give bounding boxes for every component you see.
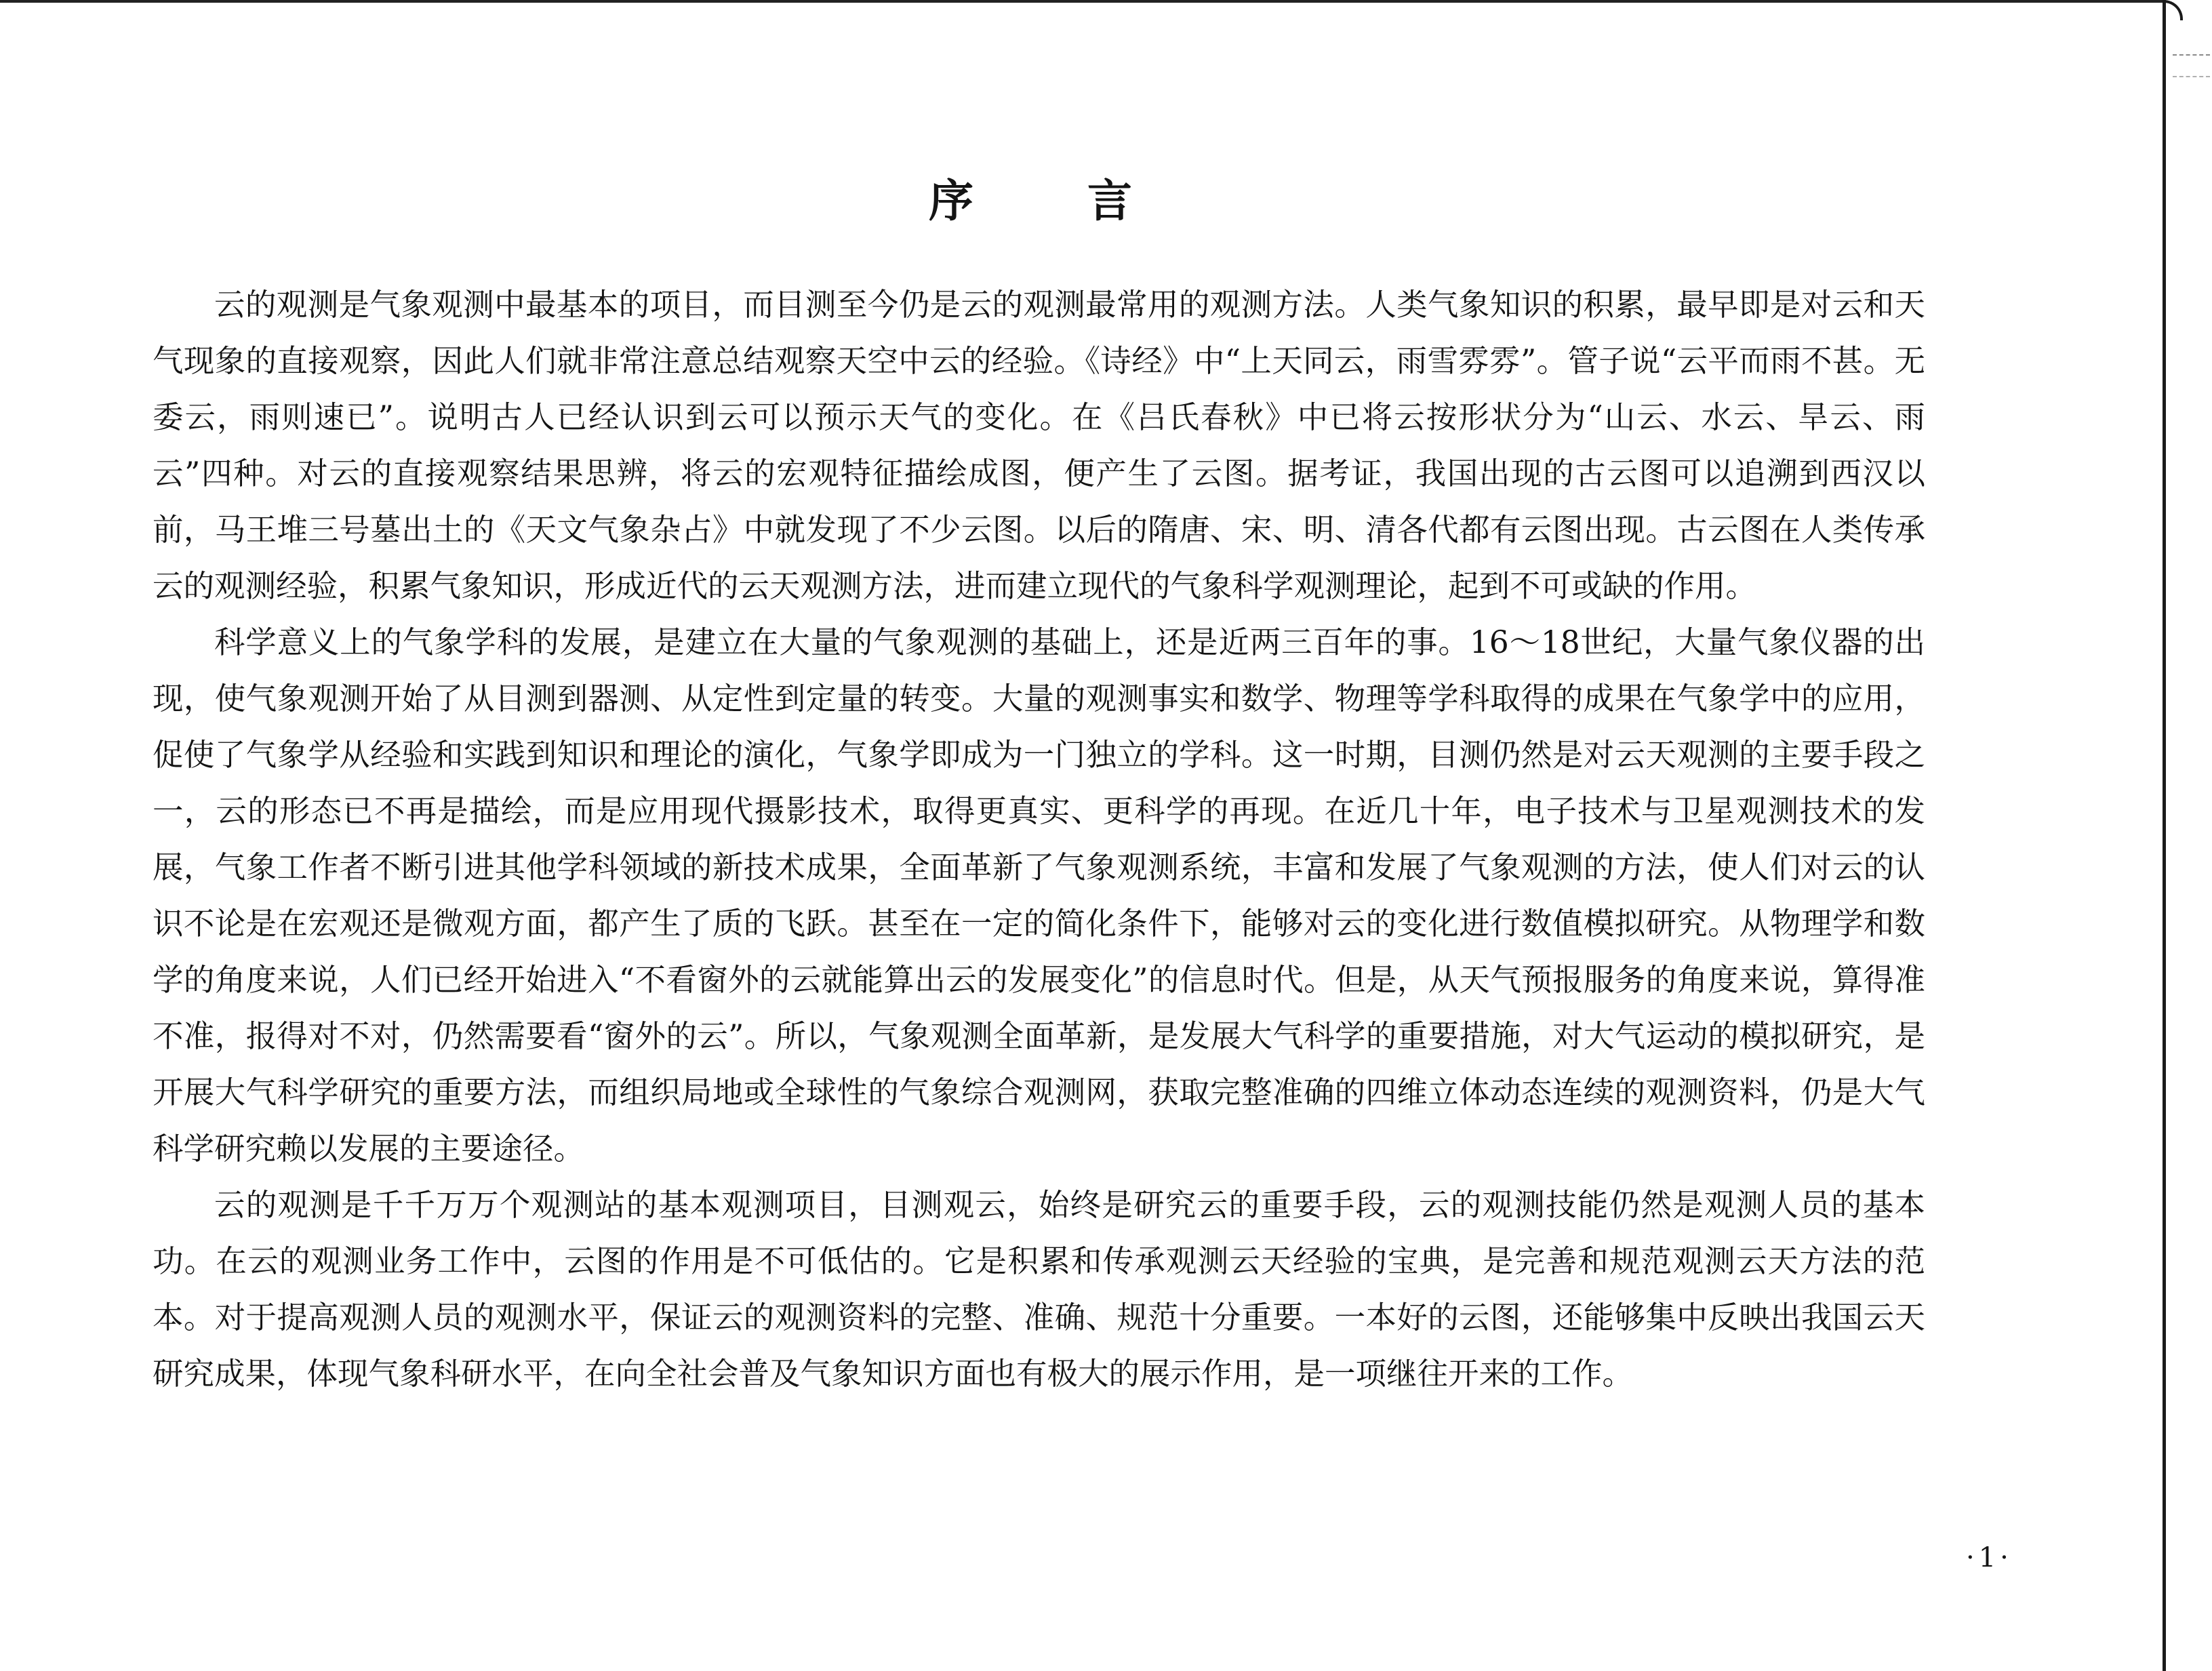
title-char-1: 序 xyxy=(929,174,973,227)
scan-border-top xyxy=(0,0,2166,3)
margin-marks xyxy=(2173,54,2210,77)
paragraph-2: 科学意义上的气象学科的发展，是建立在大量的气象观测的基础上，还是近两三百年的事。16～18世纪，大量气象仪器的出现，使气象观测开始了从目测到器测、从定性到定量的转变。大量的观测事实和数学、物理等学科取得的成果在气象学中的应用，促使了气象学从经验和实践到知识和理论的演化，气象学即成为一门独立的学科。这一时期，目测仍然是对云天观测的主要手段之一，云的形态已不再是描绘，而是应用现代摄影技术，取得更真实、更科学的再现。在近几十年，电子技术与卫星观测技术的发展，气象工作者不断引进其他学科领域的新技术成果，全面革新了气象观测系统，丰富和发展了气象观测的方法，使人们对云的认识不论是在宏观还是微观方面，都产生了质的飞跃。甚至在一定的简化条件下，能够对云的变化进行数值模拟研究。从物理学和数学的角度来说，人们已经开始进入“不看窗外的云就能算出云的发展变化”的信息时代。但是，从天气预报服务的角度来说，算得准不准，报得对不对，仍然需要看“窗外的云”。所以，气象观测全面革新，是发展大气科学的重要措施，对大气运动的模拟研究，是开展大气科学研究的重要方法，而组织局地或全球性的气象综合观测网，获取完整准确的四维立体动态连续的观测资料，仍是大气科学研究赖以发展的主要途径。 xyxy=(153,624,1925,1167)
body-text xyxy=(153,277,1925,1402)
page-title xyxy=(929,166,1132,227)
page-number: ·1· xyxy=(1966,1542,2013,1573)
paragraph-3: 云的观测是千千万万个观测站的基本观测项目，目测观云，始终是研究云的重要手段，云的观测技能仍然是观测人员的基本功。在云的观测业务工作中，云图的作用是不可低估的。它是积累和传承观测云天经验的宝典，是完善和规范观测云天方法的范本。对于提高观测人员的观测水平，保证云的观测资料的完整、准确、规范十分重要。一本好的云图，还能够集中反映出我国云天研究成果，体现气象科研水平，在向全社会普及气象知识方面也有极大的展示作用，是一项继往开来的工作。 xyxy=(153,1187,1925,1392)
scan-border-corner xyxy=(2163,0,2183,20)
paragraph-1: 云的观测是气象观测中最基本的项目，而目测至今仍是云的观测最常用的观测方法。人类气象知识的积累，最早即是对云和天气现象的直接观察，因此人们就非常注意总结观察天空中云的经验。《诗经》中“上天同云，雨雪雰雰”。管子说“云平而雨不甚。无委云，雨则速已”。说明古人已经认识到云可以预示天气的变化。在《吕氏春秋》中已将云按形状分为“山云、水云、旱云、雨云”四种。对云的直接观察结果思辨，将云的宏观特征描绘成图，便产生了云图。据考证，我国出现的古云图可以追溯到西汉以前，马王堆三号墓出土的《天文气象杂占》中就发现了不少云图。以后的隋唐、宋、明、清各代都有云图出现。古云图在人类传承云的观测经验，积累气象知识，形成近代的云天观测方法，进而建立现代的气象科学观测理论，起到不可或缺的作用。 xyxy=(153,287,1925,604)
title-char-2: 言 xyxy=(1087,174,1132,227)
scan-border-right xyxy=(2163,0,2166,1671)
